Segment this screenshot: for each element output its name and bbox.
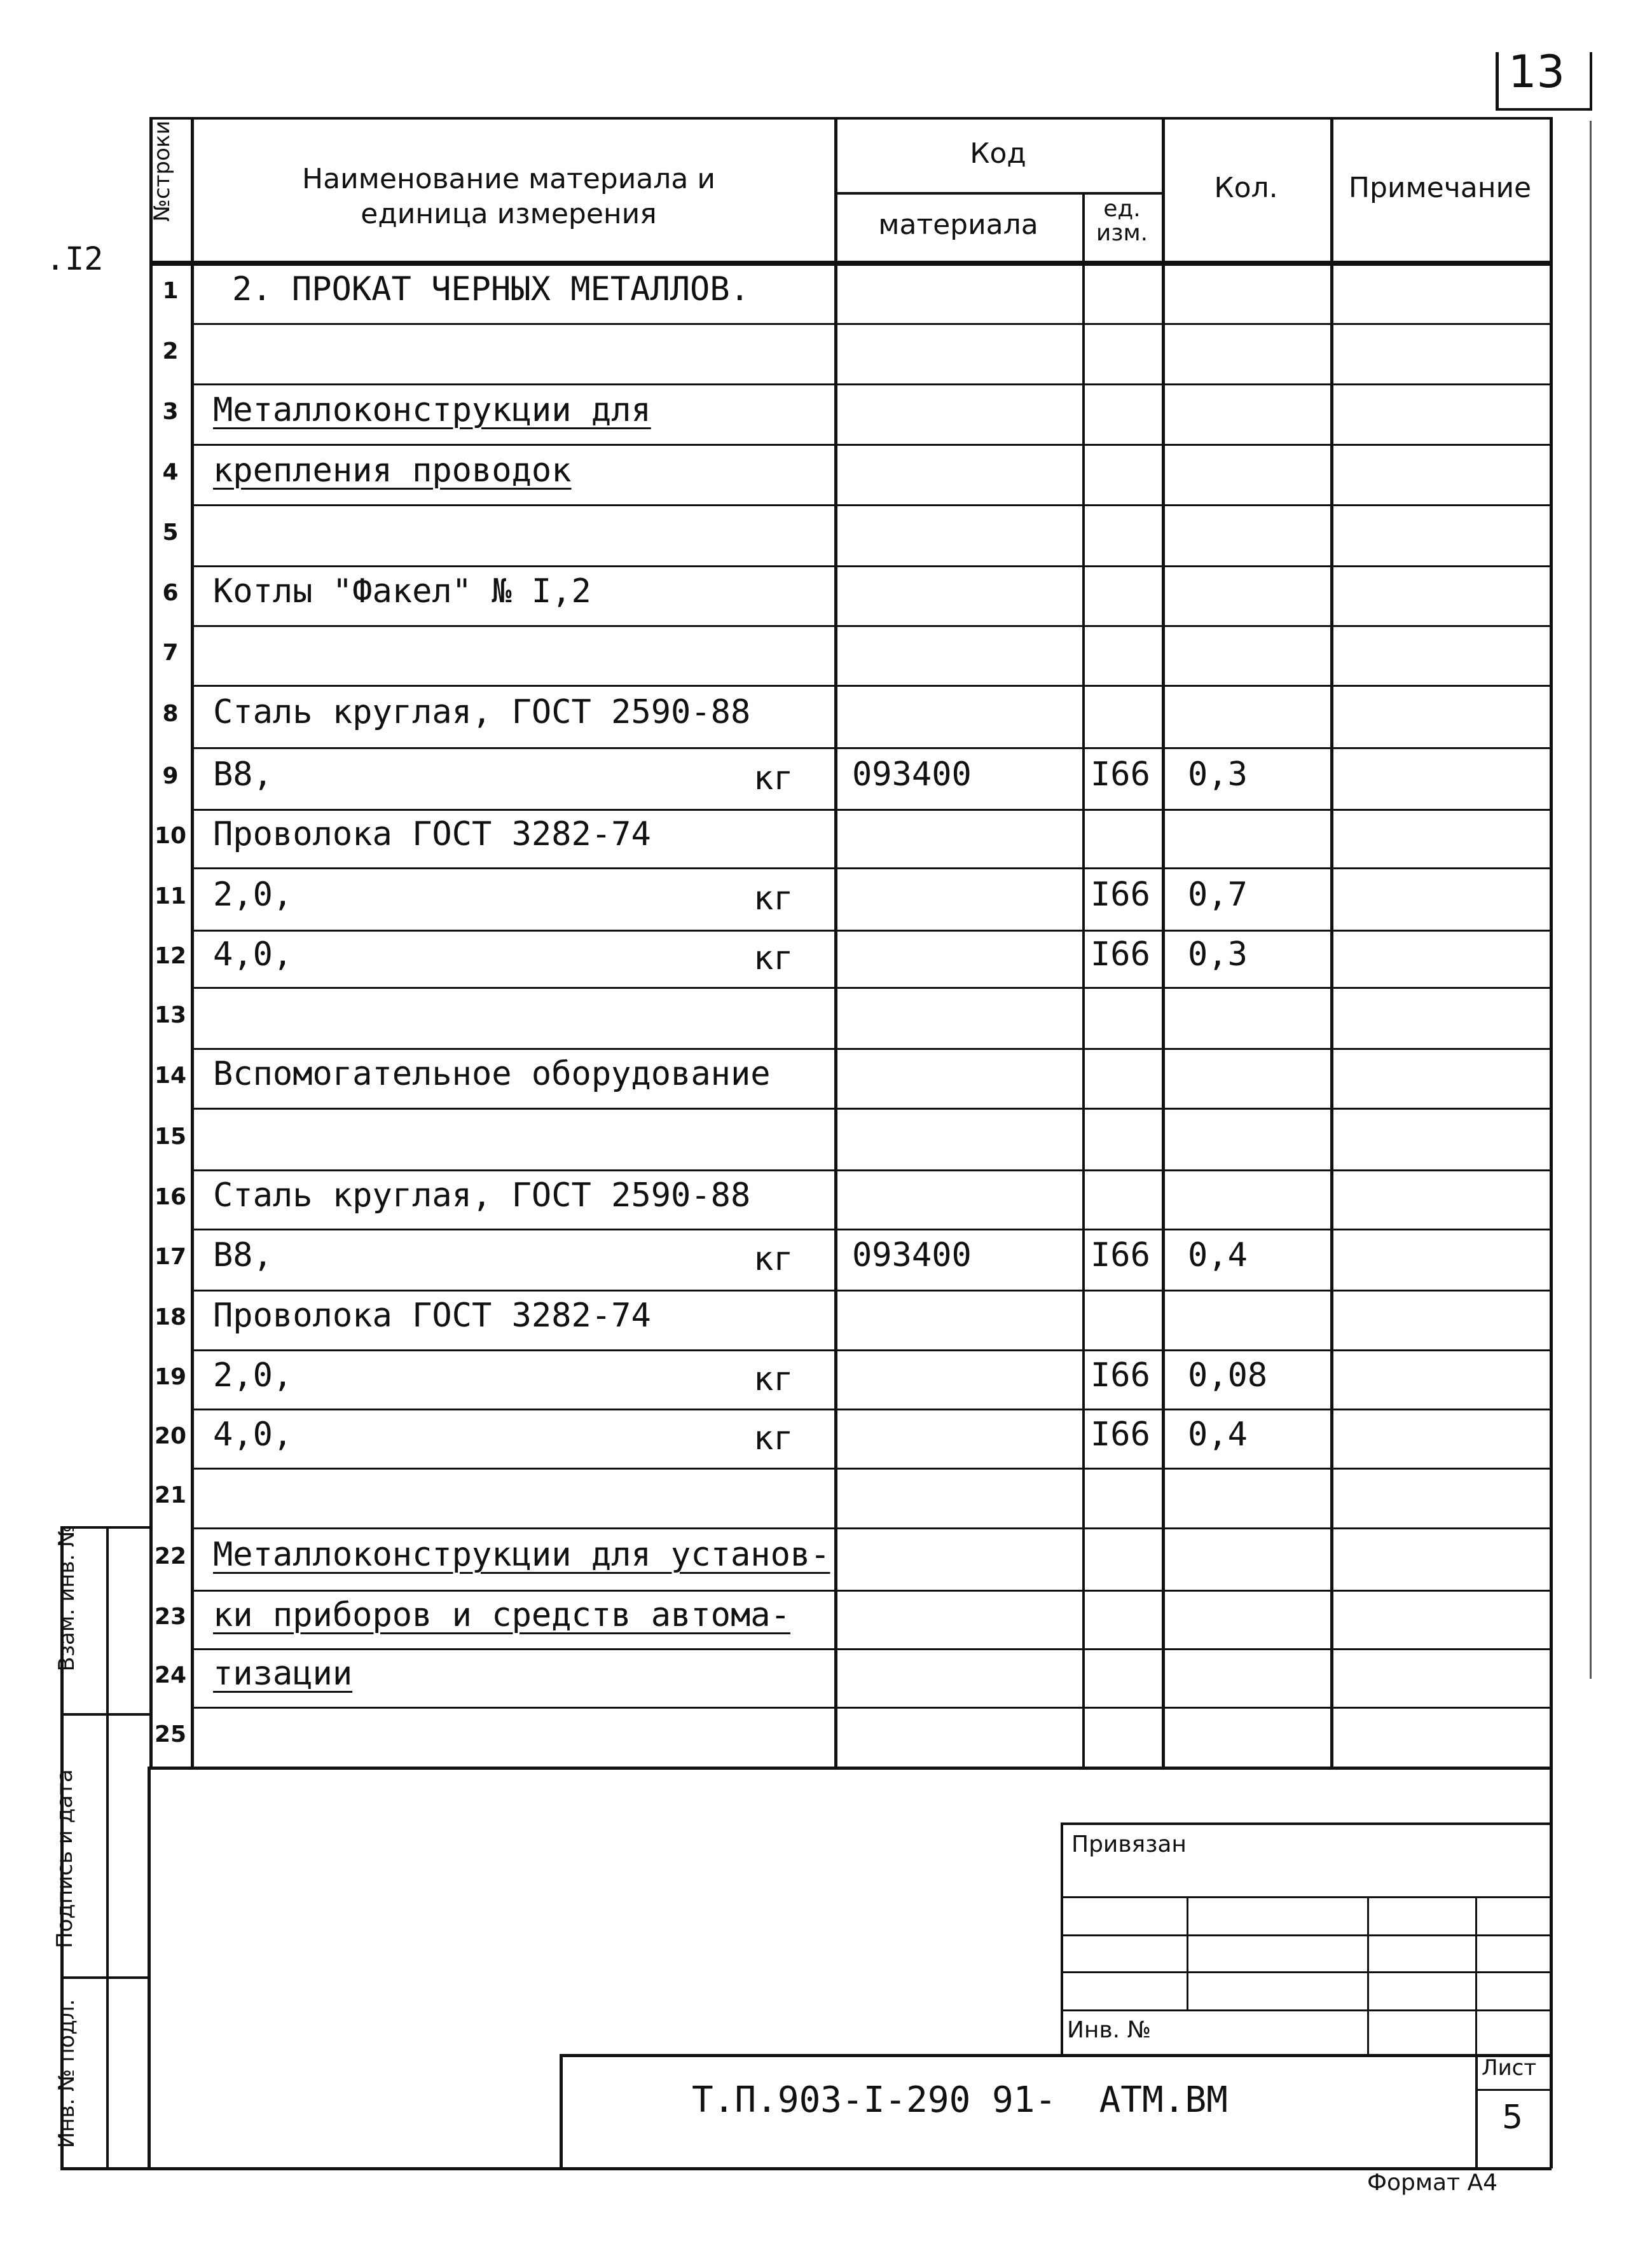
row-number: 6 xyxy=(162,580,179,606)
header-name-line2: единица измерения xyxy=(361,198,657,230)
row-name: Сталь круглая, ГОСТ 2590-88 xyxy=(213,693,751,731)
row-number: 2 xyxy=(162,338,179,364)
row-unit-code: I66 xyxy=(1091,1356,1150,1395)
header-name xyxy=(191,162,827,231)
row-name: Металлоконструкции для xyxy=(213,390,651,429)
title-sheet-label: Лист xyxy=(1482,2055,1537,2081)
row-line xyxy=(191,625,1552,627)
row-number: 20 xyxy=(154,1423,187,1449)
row-line xyxy=(191,1229,1552,1230)
title-row xyxy=(1061,1896,1552,1898)
title-main-top xyxy=(560,2054,1552,2057)
row-unit: кг xyxy=(754,759,794,797)
title-sheet-left xyxy=(1475,2054,1478,2168)
row-unit-code: I66 xyxy=(1091,876,1150,914)
stamp-mid xyxy=(106,1526,109,2168)
row-unit: кг xyxy=(754,1360,794,1398)
row-number: 14 xyxy=(154,1063,187,1089)
title-privyazan: Привязан xyxy=(1071,1831,1187,1857)
title-left-upper xyxy=(1061,1822,1063,2057)
row-line xyxy=(191,685,1552,687)
row-number: 24 xyxy=(154,1662,187,1688)
row-qty: 0,08 xyxy=(1188,1356,1268,1395)
row-line xyxy=(191,867,1552,869)
header-code-unit xyxy=(1082,197,1162,245)
stamp-inv-podl: Инв. № подл. xyxy=(54,1999,79,2149)
row-unit-code: I66 xyxy=(1091,755,1150,794)
row-line xyxy=(191,323,1552,325)
sheet-mark: 13 xyxy=(1508,46,1566,98)
row-name: 2,0, xyxy=(213,876,293,914)
row-qty: 0,7 xyxy=(1188,876,1248,914)
row-line xyxy=(191,1468,1552,1470)
title-main-left xyxy=(560,2054,563,2168)
row-name: ки приборов и средств автома- xyxy=(213,1596,790,1634)
header-row-number: №строки xyxy=(149,120,175,222)
row-unit: кг xyxy=(754,1240,794,1278)
row-number: 16 xyxy=(154,1183,187,1210)
column-divider xyxy=(1082,192,1085,1767)
header-note: Примечание xyxy=(1348,172,1532,204)
row-number: 10 xyxy=(154,823,187,849)
row-line xyxy=(191,1648,1552,1650)
title-col xyxy=(1367,1896,1369,2055)
sheet-mark-bar-right xyxy=(1590,52,1592,111)
row-line xyxy=(191,1108,1552,1110)
title-row xyxy=(1061,2009,1552,2011)
row-name: Котлы "Факел" № I,2 xyxy=(213,572,591,610)
column-divider xyxy=(191,117,194,1767)
row-number: 8 xyxy=(162,701,179,727)
title-row xyxy=(1061,1971,1552,1973)
row-qty: 0,4 xyxy=(1188,1415,1248,1454)
row-name: 4,0, xyxy=(213,935,293,974)
stamp-vzam-inv: Взам. инв. № xyxy=(54,1524,79,1672)
column-divider xyxy=(149,117,153,1767)
row-unit: кг xyxy=(754,1419,794,1457)
row-unit-code: I66 xyxy=(1091,935,1150,974)
row-line xyxy=(191,1048,1552,1050)
row-line xyxy=(191,504,1552,506)
trim-line xyxy=(1590,121,1592,1679)
margin-mark: .I2 xyxy=(46,240,104,277)
column-divider xyxy=(834,117,837,1767)
row-line xyxy=(191,1169,1552,1171)
title-col xyxy=(1187,1896,1188,2009)
header-code-material: материала xyxy=(878,209,1038,241)
column-divider xyxy=(1550,117,1553,1767)
row-number: 9 xyxy=(162,762,179,789)
row-material-code: 093400 xyxy=(852,755,972,794)
header-code-unit-line2: изм. xyxy=(1096,219,1148,246)
row-number: 21 xyxy=(154,1482,187,1508)
row-name: Проволока ГОСТ 3282-74 xyxy=(213,1297,651,1335)
row-name: Вспомогательное оборудование xyxy=(213,1055,771,1093)
row-name: крепления проводок xyxy=(213,451,572,490)
title-inv-no: Инв. № xyxy=(1067,2017,1152,2043)
row-number: 25 xyxy=(154,1721,187,1747)
title-col xyxy=(1475,1896,1477,2055)
column-divider xyxy=(1162,117,1165,1767)
row-number: 22 xyxy=(154,1543,187,1569)
title-designation: Т.П.903-I-290 91- АТМ.ВМ xyxy=(692,2079,1228,2121)
row-line xyxy=(191,1349,1552,1351)
row-qty: 0,3 xyxy=(1188,935,1248,974)
row-line xyxy=(191,809,1552,811)
row-line xyxy=(191,1290,1552,1292)
row-line xyxy=(191,930,1552,932)
sheet-mark-line xyxy=(1496,108,1591,111)
title-top xyxy=(1061,1822,1552,1825)
header-code-unit-line1: ед. xyxy=(1103,196,1141,222)
row-number: 3 xyxy=(162,398,179,425)
header-name-line1: Наименование материала и xyxy=(302,163,715,195)
title-sheet-divider xyxy=(1475,2089,1552,2091)
row-number: 4 xyxy=(162,458,179,485)
row-line xyxy=(191,565,1552,567)
row-unit-code: I66 xyxy=(1091,1236,1150,1274)
row-qty: 0,3 xyxy=(1188,755,1248,794)
row-material-code: 093400 xyxy=(852,1236,972,1274)
row-number: 17 xyxy=(154,1244,187,1270)
title-sheet-number: 5 xyxy=(1502,2098,1524,2137)
row-name: Металлоконструкции для установ- xyxy=(213,1536,830,1574)
column-divider xyxy=(1330,117,1333,1767)
row-name: В8, xyxy=(213,1236,273,1274)
row-name: 4,0, xyxy=(213,1415,293,1454)
row-number: 23 xyxy=(154,1604,187,1630)
format-label: Формат А4 xyxy=(1367,2170,1498,2196)
row-name: 2,0, xyxy=(213,1356,293,1395)
frame-right xyxy=(1550,1767,1553,2168)
row-line xyxy=(191,444,1552,446)
row-name: В8, xyxy=(213,755,273,794)
stamp-divider-1 xyxy=(60,1713,151,1716)
row-line xyxy=(191,987,1552,989)
row-line xyxy=(191,747,1552,749)
header-qty: Кол. xyxy=(1214,172,1278,204)
row-line xyxy=(191,1590,1552,1592)
row-number: 15 xyxy=(154,1123,187,1150)
frame-left xyxy=(148,1767,151,2168)
row-number: 12 xyxy=(154,943,187,969)
row-line xyxy=(191,383,1552,385)
header-bottom-border xyxy=(149,261,1552,266)
row-number: 1 xyxy=(162,278,179,304)
row-line xyxy=(191,1527,1552,1529)
row-line xyxy=(191,1707,1552,1709)
row-unit: кг xyxy=(754,939,794,977)
row-qty: 0,4 xyxy=(1188,1236,1248,1274)
row-name: Сталь круглая, ГОСТ 2590-88 xyxy=(213,1176,751,1215)
row-number: 5 xyxy=(162,520,179,546)
row-name: тизации xyxy=(213,1655,353,1693)
header-code: Код xyxy=(970,137,1026,170)
row-number: 13 xyxy=(154,1002,187,1028)
table-top-border xyxy=(149,117,1552,120)
stamp-podpis-data: Подпись и дата xyxy=(52,1769,78,1948)
sheet-mark-bar xyxy=(1496,52,1499,111)
header-code-divider xyxy=(834,192,1162,195)
title-row xyxy=(1061,1934,1552,1936)
row-number: 11 xyxy=(154,883,187,909)
table-bottom-border xyxy=(149,1767,1552,1770)
frame-bottom xyxy=(60,2167,1552,2170)
row-name: 2. ПРОКАТ ЧЕРНЫХ МЕТАЛЛОВ. xyxy=(232,270,750,308)
row-unit: кг xyxy=(754,879,794,918)
row-unit-code: I66 xyxy=(1091,1415,1150,1454)
row-line xyxy=(191,1409,1552,1410)
row-number: 19 xyxy=(154,1363,187,1390)
row-number: 18 xyxy=(154,1304,187,1330)
row-number: 7 xyxy=(162,640,179,666)
row-name: Проволока ГОСТ 3282-74 xyxy=(213,815,651,853)
